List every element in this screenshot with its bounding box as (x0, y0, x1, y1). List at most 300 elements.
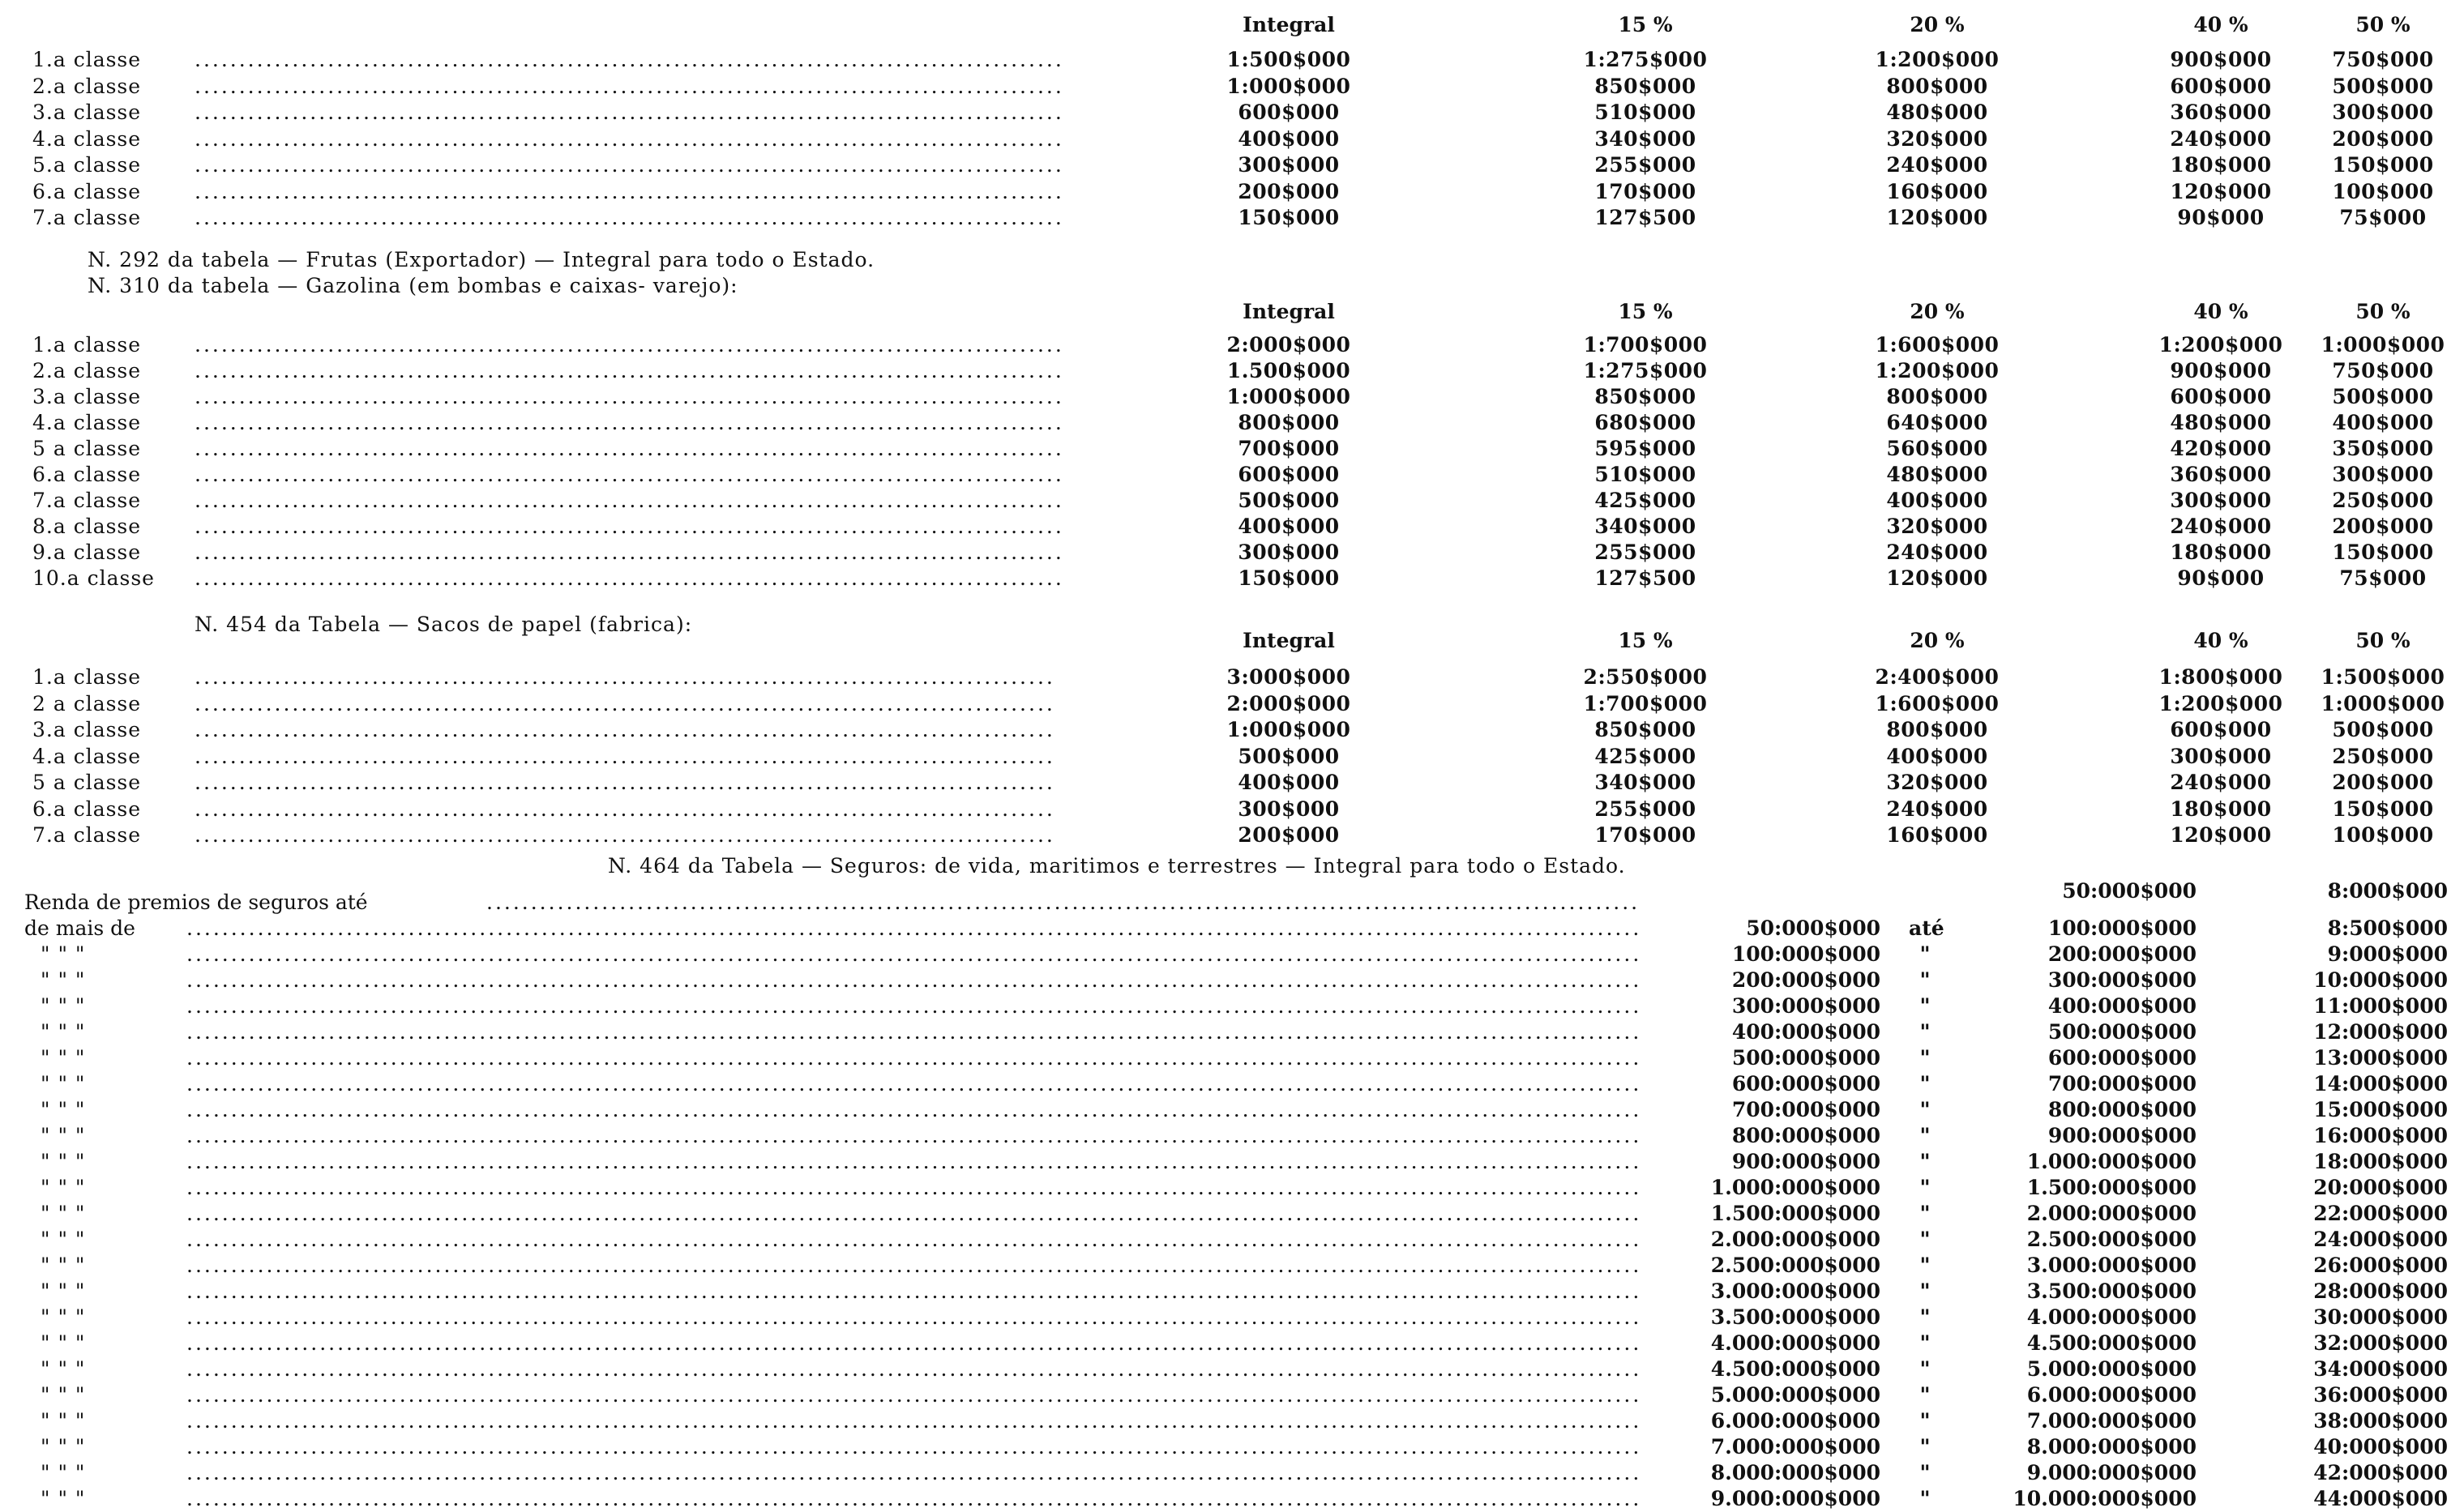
class-label: 2 a classe (32, 691, 142, 715)
range-from-value: 1.000:000$000 (1710, 1176, 1880, 1199)
tax-value: 510$000 (1594, 463, 1696, 486)
leader-dots (186, 967, 1637, 993)
range-from-value: 800:000$000 (1731, 1124, 1880, 1147)
class-label: 5.a classe (32, 153, 142, 177)
column-header: 15 % (1618, 629, 1673, 652)
range-to-value: 50:000$000 (2062, 879, 2197, 903)
tax-value: 340$000 (1594, 515, 1696, 538)
tax-value: 1:200$000 (1875, 48, 2000, 71)
range-from-value: 8.000:000$000 (1710, 1461, 1880, 1484)
tax-value: 8:000$000 (2327, 879, 2448, 903)
leader-dots (195, 384, 1062, 410)
range-to-value: 8.000:000$000 (2026, 1435, 2197, 1459)
tax-value: 425$000 (1594, 489, 1696, 512)
ditto-marks: " " " (41, 1072, 86, 1096)
column-header: Integral (1243, 13, 1335, 36)
tax-value: 1:275$000 (1583, 48, 1708, 71)
leader-dots (195, 358, 1062, 384)
ditto-mark: " (1919, 968, 1931, 992)
tax-value: 34:000$000 (2313, 1357, 2448, 1381)
ditto-mark: " (1919, 1305, 1931, 1329)
class-label: 4.a classe (32, 126, 142, 151)
range-to-value: 200:000$000 (2047, 942, 2197, 966)
column-header: 50 % (2355, 300, 2411, 323)
ditto-marks: " " " (41, 1279, 86, 1303)
ditto-marks: " " " (41, 994, 86, 1018)
tax-value: 1:000$000 (2321, 333, 2445, 357)
tax-value: 400$000 (1886, 489, 1988, 512)
tax-value: 1:600$000 (1875, 691, 2000, 715)
tax-value: 510$000 (1594, 100, 1696, 124)
tax-value: 1:200$000 (1875, 359, 2000, 382)
tax-value: 240$000 (2170, 126, 2272, 151)
table-row (0, 797, 2464, 822)
range-from-value: 3.000:000$000 (1710, 1279, 1880, 1303)
leader-dots (186, 1149, 1637, 1175)
tax-value: 127$500 (1594, 206, 1696, 229)
table-row (0, 205, 2464, 231)
tax-value: 75$000 (2339, 566, 2427, 590)
tax-value: 480$000 (2170, 411, 2272, 434)
ditto-mark: " (1919, 1254, 1931, 1277)
leader-dots (195, 152, 1062, 178)
leader-dots (186, 1227, 1637, 1253)
class-label: 4.a classe (32, 744, 142, 768)
leader-dots (186, 942, 1637, 967)
tax-value: 600$000 (1238, 100, 1340, 124)
range-to-value: 2.500:000$000 (2026, 1228, 2197, 1251)
range-from-value: 200:000$000 (1731, 968, 1880, 992)
range-from-value: 5.000:000$000 (1710, 1383, 1880, 1407)
class-label: 5 a classe (32, 437, 142, 460)
range-from-value: 2.500:000$000 (1710, 1254, 1880, 1277)
section-title-310: N. 310 da tabela — Gazolina (em bombas e caixas- varejo): (88, 274, 738, 297)
ditto-mark: " (1919, 1383, 1931, 1407)
tax-value: 120$000 (2170, 179, 2272, 203)
tax-value: 10:000$000 (2313, 968, 2448, 992)
leader-dots (195, 410, 1062, 436)
tax-value: 255$000 (1594, 540, 1696, 564)
premium-label: Renda de premios de seguros até (24, 891, 368, 914)
tax-value: 20:000$000 (2313, 1176, 2448, 1199)
class-label: 2.a classe (32, 359, 142, 382)
ditto-mark: " (1919, 1357, 1931, 1381)
range-to-value: 5.000:000$000 (2026, 1357, 2197, 1381)
tax-value: 120$000 (1886, 566, 1988, 590)
tax-value: 360$000 (2170, 100, 2272, 124)
tax-value: 500$000 (2332, 74, 2434, 98)
tax-value: 1:700$000 (1583, 691, 1708, 715)
column-header: 40 % (2193, 13, 2248, 36)
column-header: 50 % (2355, 13, 2411, 36)
leader-dots (186, 1356, 1637, 1382)
tax-value: 22:000$000 (2313, 1202, 2448, 1225)
tax-value: 250$000 (2332, 744, 2434, 768)
tax-value: 8:500$000 (2327, 916, 2448, 940)
tax-value: 18:000$000 (2313, 1150, 2448, 1173)
tax-value: 240$000 (2170, 515, 2272, 538)
range-from-value: 4.000:000$000 (1710, 1331, 1880, 1355)
table-row (0, 1019, 2464, 1045)
tax-value: 120$000 (2170, 823, 2272, 847)
range-to-value: 1.000:000$000 (2026, 1150, 2197, 1173)
tax-value: 250$000 (2332, 489, 2434, 512)
leader-dots (186, 1097, 1637, 1123)
tax-value: 40:000$000 (2313, 1435, 2448, 1459)
leader-dots (195, 100, 1062, 126)
tax-value: 500$000 (1238, 489, 1340, 512)
tax-value: 400$000 (1238, 126, 1340, 151)
class-label: 1.a classe (32, 48, 142, 71)
leader-dots (195, 744, 1054, 770)
range-from-value: 500:000$000 (1731, 1046, 1880, 1070)
ditto-mark: " (1919, 994, 1931, 1018)
tax-value: 1:000$000 (1226, 385, 1351, 408)
range-from-value: 1.500:000$000 (1710, 1202, 1880, 1225)
ditto-mark: " (1919, 1124, 1931, 1147)
leader-dots (186, 1408, 1637, 1434)
leader-dots (195, 797, 1054, 822)
table-row (0, 916, 2464, 942)
table-row (0, 691, 2464, 717)
column-header: 40 % (2193, 300, 2248, 323)
tax-value: 600$000 (2170, 74, 2272, 98)
tax-value: 180$000 (2170, 797, 2272, 821)
table-row (0, 1123, 2464, 1149)
tax-value: 1:000$000 (1226, 74, 1351, 98)
tax-value: 300$000 (2332, 463, 2434, 486)
range-from-value: 9.000:000$000 (1710, 1487, 1880, 1510)
table-row (0, 566, 2464, 592)
table-row (0, 358, 2464, 384)
tax-value: 400$000 (1238, 771, 1340, 794)
class-label: 7.a classe (32, 206, 142, 229)
table-row (0, 1279, 2464, 1305)
ate-label: até (1909, 916, 1944, 940)
range-to-value: 6.000:000$000 (2026, 1383, 2197, 1407)
tax-value: 800$000 (1238, 411, 1340, 434)
table-row (0, 717, 2464, 743)
class-label: 4.a classe (32, 411, 142, 434)
table-row (0, 488, 2464, 514)
table-row (0, 1227, 2464, 1253)
tax-value: 16:000$000 (2313, 1124, 2448, 1147)
leader-dots (186, 1279, 1637, 1305)
ditto-mark: " (1919, 1461, 1931, 1484)
leader-dots (195, 126, 1062, 152)
ditto-mark: " (1919, 1046, 1931, 1070)
ditto-marks: " " " (41, 1435, 86, 1459)
class-label: 7.a classe (32, 489, 142, 512)
leader-dots (195, 514, 1062, 540)
tax-value: 75$000 (2339, 206, 2427, 229)
tax-value: 44:000$000 (2313, 1487, 2448, 1510)
tax-value: 750$000 (2332, 48, 2434, 71)
table-row (0, 1097, 2464, 1123)
table-row (0, 436, 2464, 462)
tax-value: 1:000$000 (2321, 691, 2445, 715)
tax-value: 360$000 (2170, 463, 2272, 486)
tax-value: 180$000 (2170, 153, 2272, 177)
range-from-value: 300:000$000 (1731, 994, 1880, 1018)
tax-value: 14:000$000 (2313, 1072, 2448, 1096)
class-label: 6.a classe (32, 797, 142, 821)
ditto-marks: " " " (41, 1383, 86, 1407)
table-row (0, 744, 2464, 770)
ditto-mark: " (1919, 1202, 1931, 1225)
ditto-mark: " (1919, 1150, 1931, 1173)
ditto-marks: " " " (41, 1228, 86, 1251)
section-title-464: N. 464 da Tabela — Seguros: de vida, maritimos e terrestres — Integral para todo o Estado. (608, 854, 1626, 878)
tax-value: 26:000$000 (2313, 1254, 2448, 1277)
tax-value: 170$000 (1594, 823, 1696, 847)
tax-value: 240$000 (1886, 540, 1988, 564)
tax-value: 900$000 (2170, 48, 2272, 71)
leader-dots (195, 822, 1054, 848)
leader-dots (195, 332, 1062, 358)
tax-value: 32:000$000 (2313, 1331, 2448, 1355)
column-header: 40 % (2193, 629, 2248, 652)
leader-dots (195, 540, 1062, 566)
range-to-value: 4.500:000$000 (2026, 1331, 2197, 1355)
ditto-marks: " " " (41, 1331, 86, 1355)
tax-value: 2:000$000 (1226, 691, 1351, 715)
range-to-value: 100:000$000 (2047, 916, 2197, 940)
leader-dots (195, 691, 1054, 717)
leader-dots (186, 1175, 1637, 1201)
tax-value: 340$000 (1594, 126, 1696, 151)
table-row (0, 770, 2464, 796)
leader-dots (186, 993, 1637, 1019)
class-label: 1.a classe (32, 665, 142, 689)
class-label: 3.a classe (32, 100, 142, 124)
class-label: 2.a classe (32, 74, 142, 98)
table-row (0, 462, 2464, 488)
ditto-marks: " " " (41, 1487, 86, 1510)
leader-dots (186, 1434, 1637, 1460)
tax-value: 300$000 (1238, 540, 1340, 564)
tax-value: 2:400$000 (1875, 665, 2000, 689)
tax-value: 850$000 (1594, 385, 1696, 408)
tax-value: 600$000 (1238, 463, 1340, 486)
tax-value: 240$000 (1886, 797, 1988, 821)
tax-value: 500$000 (2332, 385, 2434, 408)
class-label: 3.a classe (32, 385, 142, 408)
leader-dots (186, 1019, 1637, 1045)
tax-value: 2:550$000 (1583, 665, 1708, 689)
table-row (0, 967, 2464, 993)
tax-value: 1:600$000 (1875, 333, 2000, 357)
tax-value: 240$000 (1886, 153, 1988, 177)
leader-dots (186, 1253, 1637, 1279)
table-row (0, 1045, 2464, 1071)
table-row (0, 1382, 2464, 1408)
tax-value: 150$000 (1238, 206, 1340, 229)
range-to-value: 900:000$000 (2047, 1124, 2197, 1147)
ditto-marks: " " " (41, 1409, 86, 1433)
ditto-marks: " " " (41, 1020, 86, 1044)
tax-value: 640$000 (1886, 411, 1988, 434)
range-from-value: 600:000$000 (1731, 1072, 1880, 1096)
table-row (0, 1149, 2464, 1175)
ditto-marks: " " " (41, 1202, 86, 1225)
tax-value: 300$000 (2170, 744, 2272, 768)
tax-value: 200$000 (1238, 823, 1340, 847)
class-label: 9.a classe (32, 540, 142, 564)
tax-value: 800$000 (1886, 718, 1988, 741)
tax-value: 12:000$000 (2313, 1020, 2448, 1044)
leader-dots (186, 1382, 1637, 1408)
column-header: 20 % (1910, 629, 1965, 652)
tax-value: 1:500$000 (2321, 665, 2445, 689)
ditto-marks: " " " (41, 1150, 86, 1173)
leader-dots (195, 770, 1054, 796)
leader-dots (195, 74, 1062, 100)
class-label: 5 a classe (32, 771, 142, 794)
column-header: Integral (1243, 629, 1335, 652)
table-row (0, 1434, 2464, 1460)
range-to-value: 9.000:000$000 (2026, 1461, 2197, 1484)
tax-value: 400$000 (1238, 515, 1340, 538)
column-header: 15 % (1618, 13, 1673, 36)
tax-value: 30:000$000 (2313, 1305, 2448, 1329)
section-title-454: N. 454 da Tabela — Sacos de papel (fabrica): (195, 613, 693, 636)
tax-value: 1:275$000 (1583, 359, 1708, 382)
leader-dots (186, 1486, 1637, 1512)
range-from-value: 6.000:000$000 (1710, 1409, 1880, 1433)
class-label: 1.a classe (32, 333, 142, 357)
leader-dots (195, 488, 1062, 514)
range-to-value: 1.500:000$000 (2026, 1176, 2197, 1199)
tax-value: 170$000 (1594, 179, 1696, 203)
tax-value: 160$000 (1886, 179, 1988, 203)
tax-value: 500$000 (1238, 744, 1340, 768)
table-row (0, 332, 2464, 358)
leader-dots (186, 1460, 1637, 1486)
ditto-marks: " " " (41, 968, 86, 992)
tax-value: 800$000 (1886, 74, 1988, 98)
range-to-value: 600:000$000 (2047, 1046, 2197, 1070)
tax-value: 200$000 (2332, 126, 2434, 151)
column-header: 20 % (1910, 300, 1965, 323)
ditto-marks: " " " (41, 1046, 86, 1070)
range-to-value: 10.000:000$000 (2013, 1487, 2197, 1510)
leader-dots (486, 890, 1637, 916)
leader-dots (186, 1330, 1637, 1356)
leader-dots (195, 664, 1054, 690)
tax-value: 28:000$000 (2313, 1279, 2448, 1303)
tax-value: 300$000 (2332, 100, 2434, 124)
table-row (0, 514, 2464, 540)
column-header: 50 % (2355, 629, 2411, 652)
tax-value: 340$000 (1594, 771, 1696, 794)
leader-dots (186, 1201, 1637, 1227)
ditto-marks: " " " (41, 1254, 86, 1277)
tax-value: 600$000 (2170, 385, 2272, 408)
class-label: 10.a classe (32, 566, 155, 590)
tax-value: 1:700$000 (1583, 333, 1708, 357)
leader-dots (195, 462, 1062, 488)
tax-value: 400$000 (1886, 744, 1988, 768)
tax-value: 420$000 (2170, 437, 2272, 460)
table-row (0, 1408, 2464, 1434)
range-to-value: 700:000$000 (2047, 1072, 2197, 1096)
column-header: 15 % (1618, 300, 1673, 323)
tax-value: 150$000 (2332, 153, 2434, 177)
ditto-marks: " " " (41, 1357, 86, 1381)
ditto-mark: " (1919, 942, 1931, 966)
range-from-value: 2.000:000$000 (1710, 1228, 1880, 1251)
ditto-marks: " " " (41, 1098, 86, 1121)
tax-value: 90$000 (2177, 566, 2265, 590)
tax-value: 100$000 (2332, 823, 2434, 847)
ditto-marks: " " " (41, 1124, 86, 1147)
table-row (0, 1071, 2464, 1097)
table-row (0, 942, 2464, 967)
ditto-mark: " (1919, 1487, 1931, 1510)
tax-value: 600$000 (2170, 718, 2272, 741)
ditto-marks: " " " (41, 1305, 86, 1329)
tax-value: 15:000$000 (2313, 1098, 2448, 1121)
class-label: 6.a classe (32, 179, 142, 203)
tax-value: 11:000$000 (2313, 994, 2448, 1018)
class-label: 3.a classe (32, 718, 142, 741)
table-row (0, 152, 2464, 178)
tax-value: 300$000 (1238, 797, 1340, 821)
table-row (0, 100, 2464, 126)
table-row (0, 126, 2464, 152)
table-row (0, 1253, 2464, 1279)
class-label: 6.a classe (32, 463, 142, 486)
tax-value: 255$000 (1594, 153, 1696, 177)
tax-value: 300$000 (1238, 153, 1340, 177)
tax-value: 480$000 (1886, 100, 1988, 124)
tax-value: 2:000$000 (1226, 333, 1351, 357)
range-to-value: 800:000$000 (2047, 1098, 2197, 1121)
range-to-value: 400:000$000 (2047, 994, 2197, 1018)
tax-value: 320$000 (1886, 771, 1988, 794)
table-row (0, 1460, 2464, 1486)
tax-value: 200$000 (1238, 179, 1340, 203)
tax-value: 850$000 (1594, 718, 1696, 741)
tax-value: 1.500$000 (1226, 359, 1351, 382)
tax-value: 200$000 (2332, 515, 2434, 538)
tax-value: 24:000$000 (2313, 1228, 2448, 1251)
tax-value: 3:000$000 (1226, 665, 1351, 689)
table-row (0, 1201, 2464, 1227)
tax-value: 42:000$000 (2313, 1461, 2448, 1484)
range-from-value: 400:000$000 (1731, 1020, 1880, 1044)
table-row (0, 1175, 2464, 1201)
leader-dots (186, 1123, 1637, 1149)
range-to-value: 4.000:000$000 (2026, 1305, 2197, 1329)
column-header: Integral (1243, 300, 1335, 323)
ditto-mark: " (1919, 1176, 1931, 1199)
tax-value: 1:200$000 (2158, 691, 2283, 715)
table-row (0, 47, 2464, 73)
range-from-value: 100:000$000 (1731, 942, 1880, 966)
tax-value: 1:500$000 (1226, 48, 1351, 71)
range-from-value: 4.500:000$000 (1710, 1357, 1880, 1381)
ditto-mark: " (1919, 1020, 1931, 1044)
range-from-value: 700:000$000 (1731, 1098, 1880, 1121)
tax-value: 36:000$000 (2313, 1383, 2448, 1407)
tax-value: 90$000 (2177, 206, 2265, 229)
tax-value: 1:000$000 (1226, 718, 1351, 741)
tax-value: 800$000 (1886, 385, 1988, 408)
class-label: 8.a classe (32, 515, 142, 538)
range-from-value: 3.500:000$000 (1710, 1305, 1880, 1329)
